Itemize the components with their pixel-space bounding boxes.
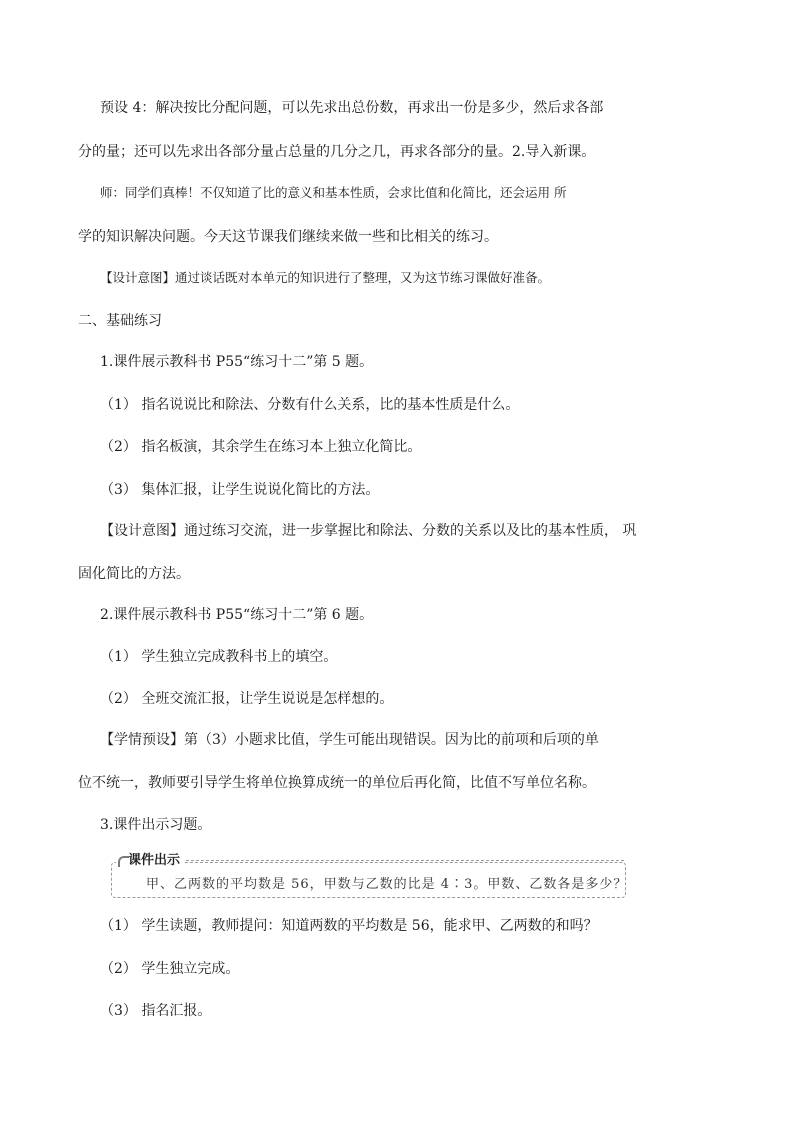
callout-label-text: 课件出示 (128, 853, 181, 868)
teacher-speech-line-1: 师：同学们真棒！不仅知道了比的意义和基本性质，会求比值和化简比，还会运用 所 (100, 185, 567, 200)
courseware-callout-label (116, 852, 184, 870)
preset-4-line-1: 预设 4：解决按比分配问题，可以先求出总份数，再求出一份是多少，然后求各部 (100, 100, 604, 116)
student-preset-line-2: 位不统一，教师要引导学生将单位换算成统一的单位后再化简，比值不写单位名称。 (78, 775, 596, 791)
design-intent-1: 【设计意图】通过谈话既对本单元的知识进行了整理，又为这节练习课做好准备。 (100, 270, 551, 285)
preset-4-line-2: 分的量；还可以先求出各部分量占总量的几分之几，再求各部分的量。2.导入新课。 (78, 144, 596, 160)
section-heading: 二、基础练习 (78, 313, 162, 329)
exercise-1-step-3: （3） 集体汇报，让学生说说化简比的方法。 (100, 482, 380, 498)
callout-top-rule (186, 860, 624, 861)
student-preset-line-1: 【学情预设】第（3）小题求比值，学生可能出现错误。因为比的前项和后项的单 (100, 732, 599, 748)
courseware-callout-problem: 甲、乙两数的平均数是 56，甲数与乙数的比是 4∶3。甲数、乙数各是多少？ (146, 877, 628, 892)
design-intent-2-line-2: 固化简比的方法。 (78, 566, 190, 582)
exercise-2-step-2: （2） 全班交流汇报，让学生说说是怎样想的。 (100, 691, 394, 707)
exercise-2-step-1: （1） 学生独立完成教科书上的填空。 (100, 649, 338, 665)
teacher-speech-line-2: 学的知识解决问题。今天这节课我们继续来做一些和比相关的练习。 (78, 229, 498, 245)
exercise-3-step-2: （2） 学生独立完成。 (100, 961, 240, 977)
exercise-1-title: 1.课件展示教科书 P55“练习十二”第 5 题。 (100, 354, 374, 370)
exercise-3-step-3: （3） 指名汇报。 (100, 1003, 212, 1019)
exercise-2-title: 2.课件展示教科书 P55“练习十二”第 6 题。 (100, 607, 374, 623)
exercise-1-step-2: （2） 指名板演，其余学生在练习本上独立化简比。 (100, 439, 422, 455)
exercise-3-title: 3.课件出示习题。 (100, 817, 212, 833)
design-intent-2-line-1: 【设计意图】通过练习交流，进一步掌握比和除法、分数的关系以及比的基本性质， 巩 (100, 523, 637, 539)
exercise-1-step-1: （1） 指名说说比和除法、分数有什么关系，比的基本性质是什么。 (100, 397, 520, 413)
exercise-3-step-1: （1） 学生读题，教师提问：知道两数的平均数是 56，能求甲、乙两数的和吗？ (100, 918, 598, 934)
callout-corner-icon (118, 856, 129, 867)
